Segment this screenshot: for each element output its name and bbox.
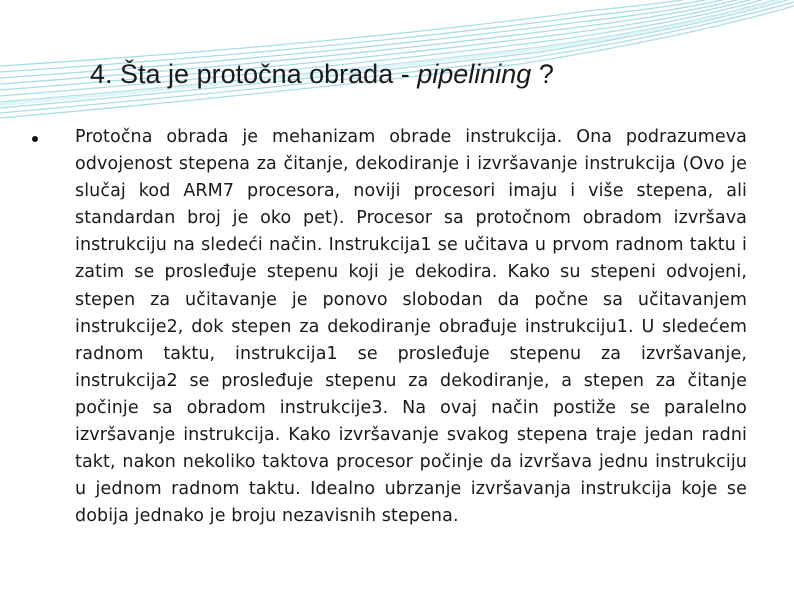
- slide-title-suffix: ?: [531, 59, 554, 89]
- slide-title-italic-term: pipelining: [417, 59, 532, 89]
- slide-title-prefix: 4. Šta je protočna obrada -: [90, 59, 418, 89]
- bullet-paragraph: Protočna obrada je mehanizam obrade instrukcija. Ona podrazumeva odvojenost stepena za čitanje, dekodiranje i izvršavanje instrukcija (Ovo je slučaj kod ARM7 procesora, noviji procesori imaju i više stepena, ali standardan broj je oko pet). Procesor sa protočnom obradom izvršava instrukciju na sledeći način. Instrukcija1 se učitava u prvom radnom taktu i zatim se prosleđuje stepenu koji je dekodira. Kako su stepeni odvojeni, stepen za učitavanje je ponovo slobodan da počne sa učitavanjem instrukcije2, dok stepen za dekodiranje obrađuje instrukciju1. U sledećem radnom taktu, instrukcija1 se prosleđuje stepenu za izvršavanje, instrukcija2 se prosleđuje stepenu za dekodiranje, a stepen za čitanje počinje sa obradom instrukcije3. Na ovaj način postiže se paralelno izvršavanje instrukcija. Kako izvršavanje svakog stepena traje jedan radni takt, nakon nekoliko taktova procesor počinje da izvršava jednu instrukciju u jednom radnom taktu. Idealno ubrzanje izvršavanja instrukcija koje se dobija jednako je broju nezavisnih stepena.: [75, 127, 747, 527]
- bullet-dot: [32, 136, 38, 142]
- slide-title: [90, 56, 554, 92]
